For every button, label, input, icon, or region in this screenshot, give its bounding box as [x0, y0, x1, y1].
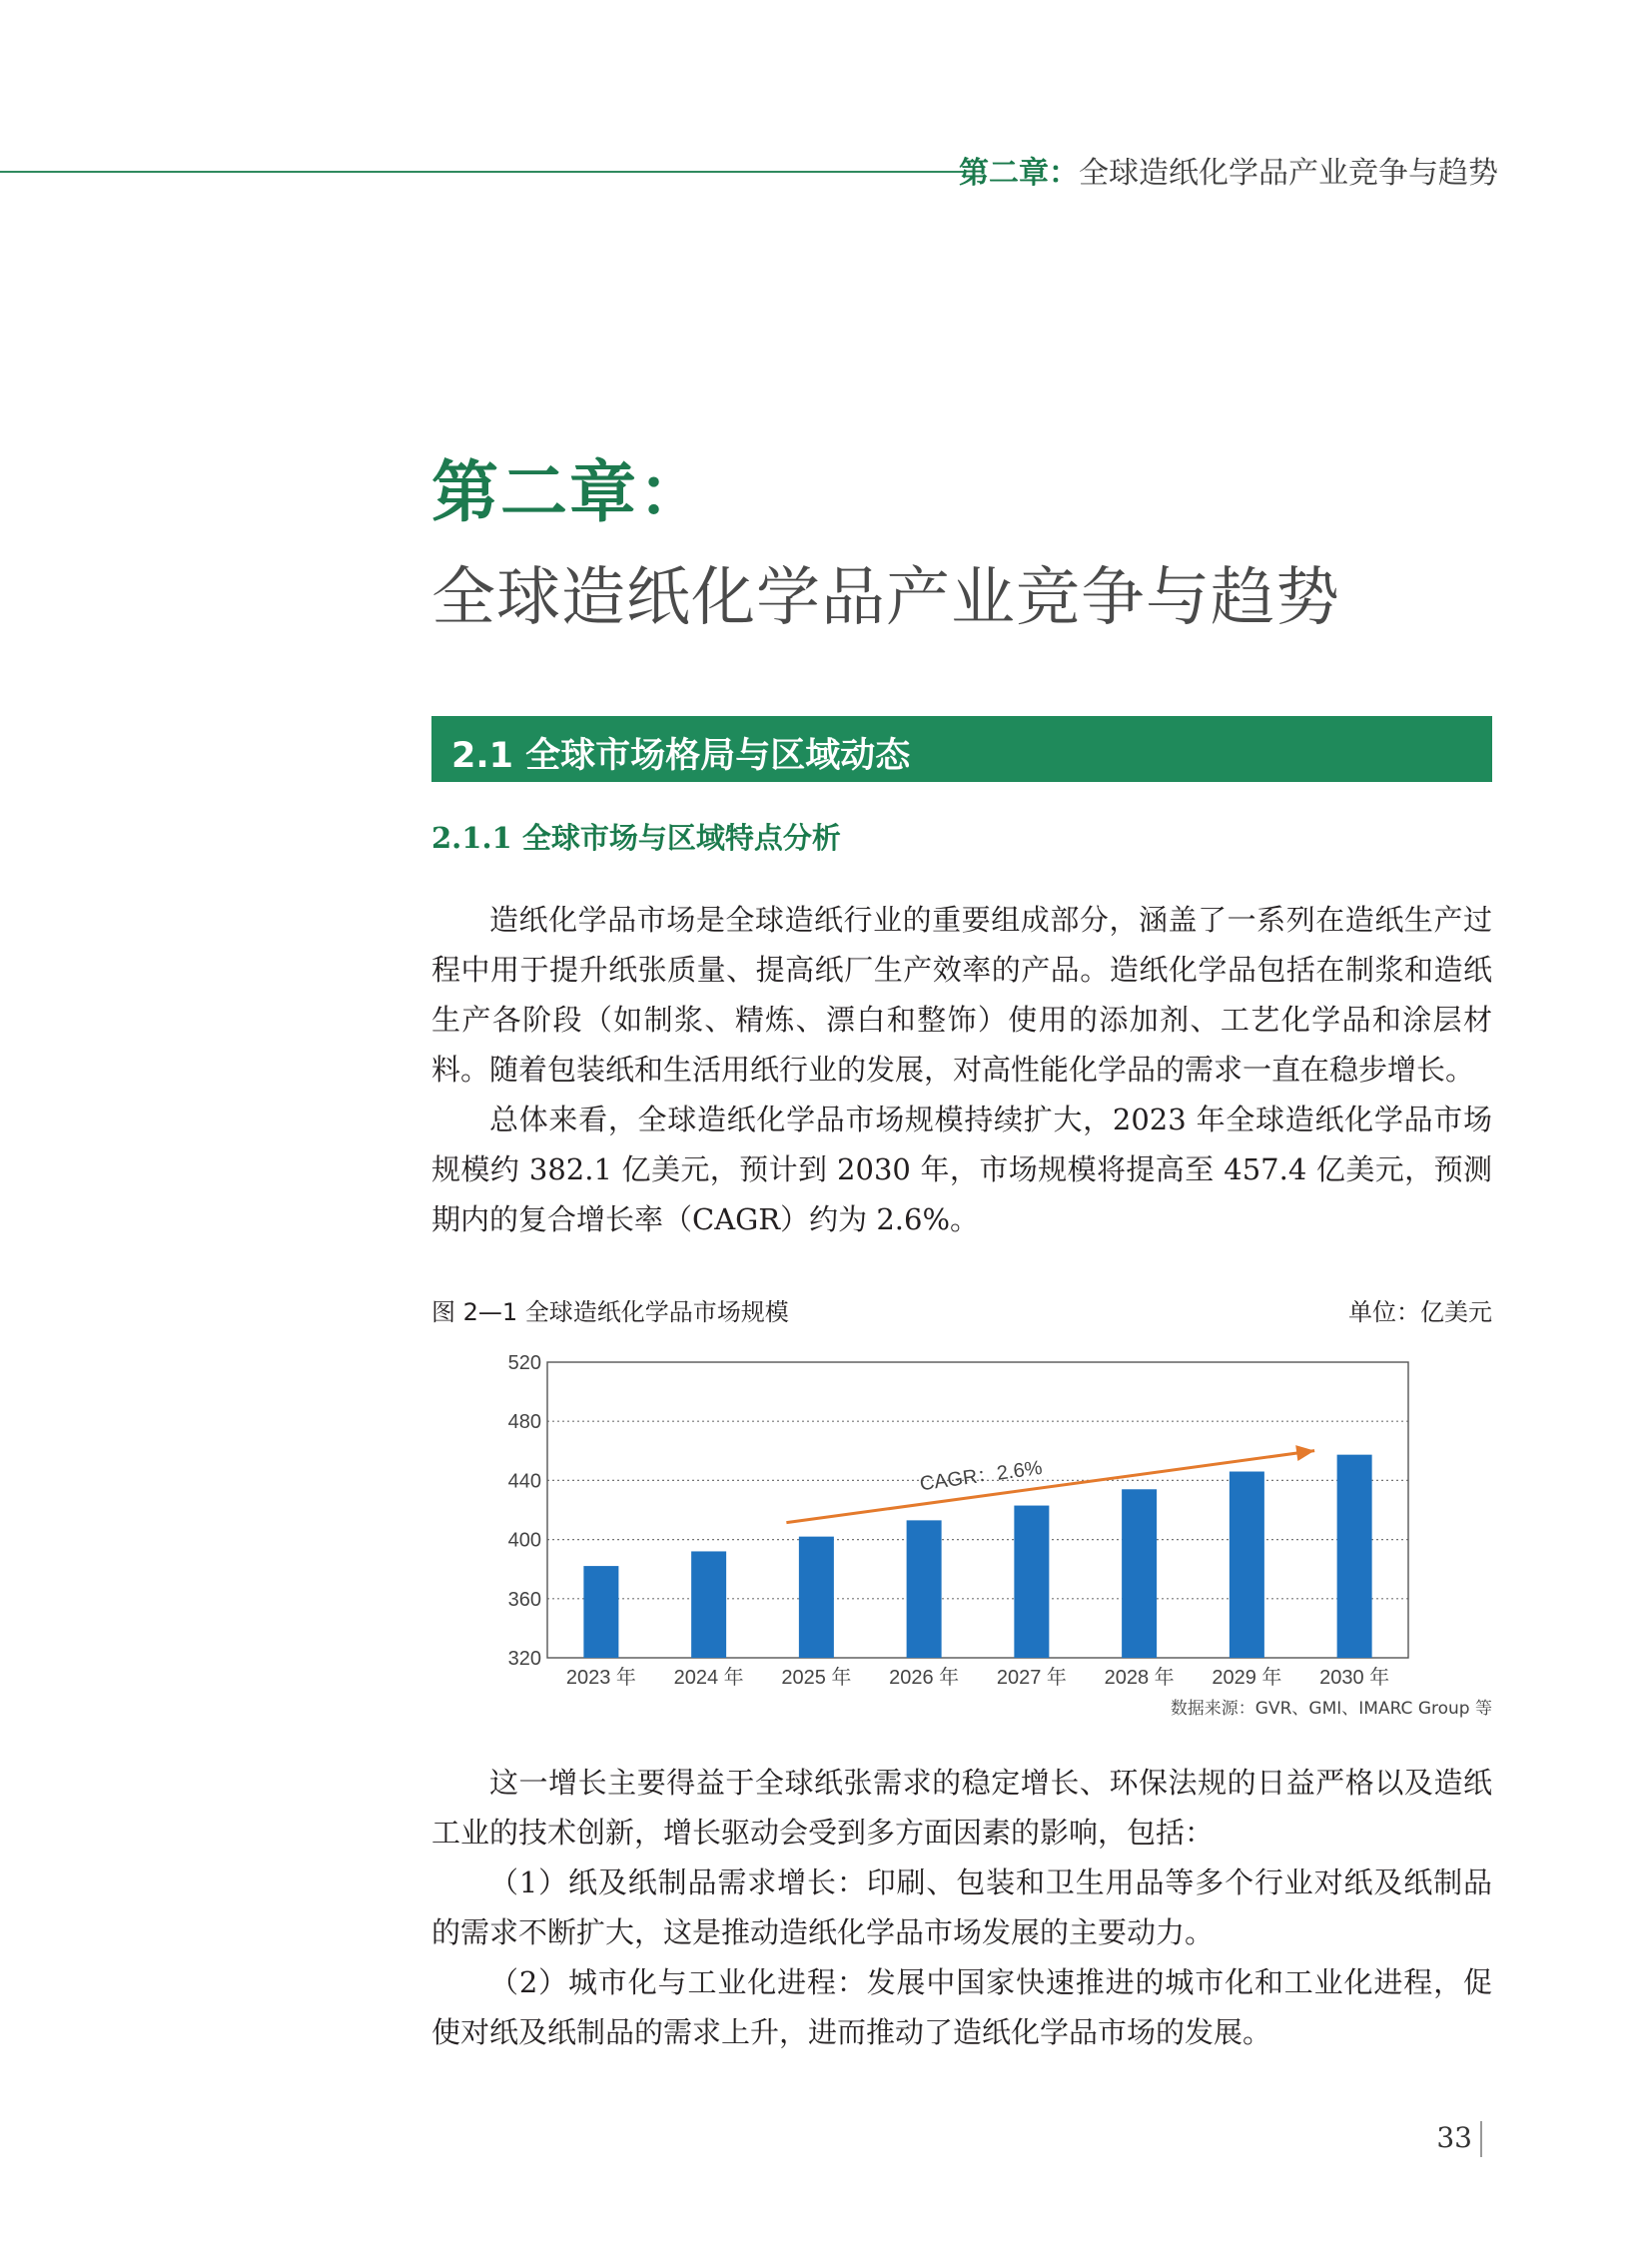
bar — [907, 1520, 942, 1658]
subsection-title: 2.1.1 全球市场与区域特点分析 — [431, 821, 841, 855]
y-tick-label: 440 — [507, 1470, 541, 1493]
cagr-arrow-head — [1295, 1445, 1314, 1461]
x-tick-label: 2025 年 — [781, 1667, 852, 1689]
body-paragraph-5: （2）城市化与工业化进程：发展中国家快速推进的城市化和工业化进程，促使对纸及纸制品的需求上升，进而推动了造纸化学品市场的发展。 — [431, 1965, 1492, 2049]
section-heading-bar — [431, 716, 1492, 782]
bar — [691, 1551, 726, 1658]
x-tick-label: 2024 年 — [673, 1667, 744, 1689]
cagr-annotation: CAGR：2.6% — [918, 1456, 1044, 1496]
y-tick-label: 320 — [507, 1648, 541, 1670]
running-header — [959, 148, 1498, 192]
bar — [799, 1537, 834, 1658]
body-paragraph-2: 总体来看，全球造纸化学品市场规模持续扩大，2023 年全球造纸化学品市场规模约 382.1 亿美元，预计到 2030 年，市场规模将提高至 457.4 亿美元，预测期内的复合增长率（CAGR）约为 2.6%。 — [431, 1103, 1492, 1236]
section-title: 2.1 全球市场格局与区域动态 — [451, 736, 911, 776]
y-tick-label: 400 — [507, 1529, 541, 1552]
x-tick-label: 2023 年 — [565, 1667, 636, 1689]
plot-frame — [547, 1362, 1408, 1658]
x-tick-label: 2029 年 — [1212, 1667, 1282, 1689]
chapter-label: 第二章： — [431, 453, 707, 531]
figure-caption: 图 2—1 全球造纸化学品市场规模 — [431, 1298, 789, 1326]
bar — [1230, 1472, 1264, 1658]
running-header-chapter: 第二章： — [959, 156, 1079, 191]
x-tick-label: 2026 年 — [889, 1667, 960, 1689]
header-rule — [0, 171, 964, 173]
body-paragraph-4: （1）纸及纸制品需求增长：印刷、包装和卫生用品等多个行业对纸及纸制品的需求不断扩大，这是推动造纸化学品市场发展的主要动力。 — [431, 1866, 1492, 1949]
bar — [1122, 1489, 1157, 1658]
y-tick-label: 480 — [507, 1411, 541, 1434]
bar — [1014, 1506, 1049, 1658]
chapter-title: 全球造纸化学品产业竞争与趋势 — [431, 561, 1340, 635]
x-tick-label: 2028 年 — [1104, 1667, 1175, 1689]
page-number: 33 — [1436, 2121, 1472, 2154]
figure-source: 数据来源：GVR、GMI、IMARC Group 等 — [1170, 1699, 1492, 1719]
bar — [1337, 1455, 1372, 1658]
figure-unit: 单位：亿美元 — [1348, 1298, 1492, 1326]
x-tick-label: 2030 年 — [1319, 1667, 1390, 1689]
bar — [583, 1566, 618, 1658]
body-paragraph-3: 这一增长主要得益于全球纸张需求的稳定增长、环保法规的日益严格以及造纸工业的技术创新，增长驱动会受到多方面因素的影响，包括： — [431, 1766, 1492, 1850]
y-tick-label: 520 — [507, 1352, 541, 1374]
x-tick-label: 2027 年 — [996, 1667, 1067, 1689]
body-paragraph-1: 造纸化学品市场是全球造纸行业的重要组成部分，涵盖了一系列在造纸生产过程中用于提升纸张质量、提高纸厂生产效率的产品。造纸化学品包括在制浆和造纸生产各阶段（如制浆、精炼、漂白和整饰）使用的添加剂、工艺化学品和涂层材料。随着包装纸和生活用纸行业的发展，对高性能化学品的需求一直在稳步增长。 — [431, 903, 1492, 1087]
market-size-bar-chart — [479, 1338, 1428, 1694]
page-number-divider — [1480, 2121, 1482, 2157]
y-tick-label: 360 — [507, 1588, 541, 1611]
running-header-title: 全球造纸化学品产业竞争与趋势 — [1079, 156, 1498, 191]
